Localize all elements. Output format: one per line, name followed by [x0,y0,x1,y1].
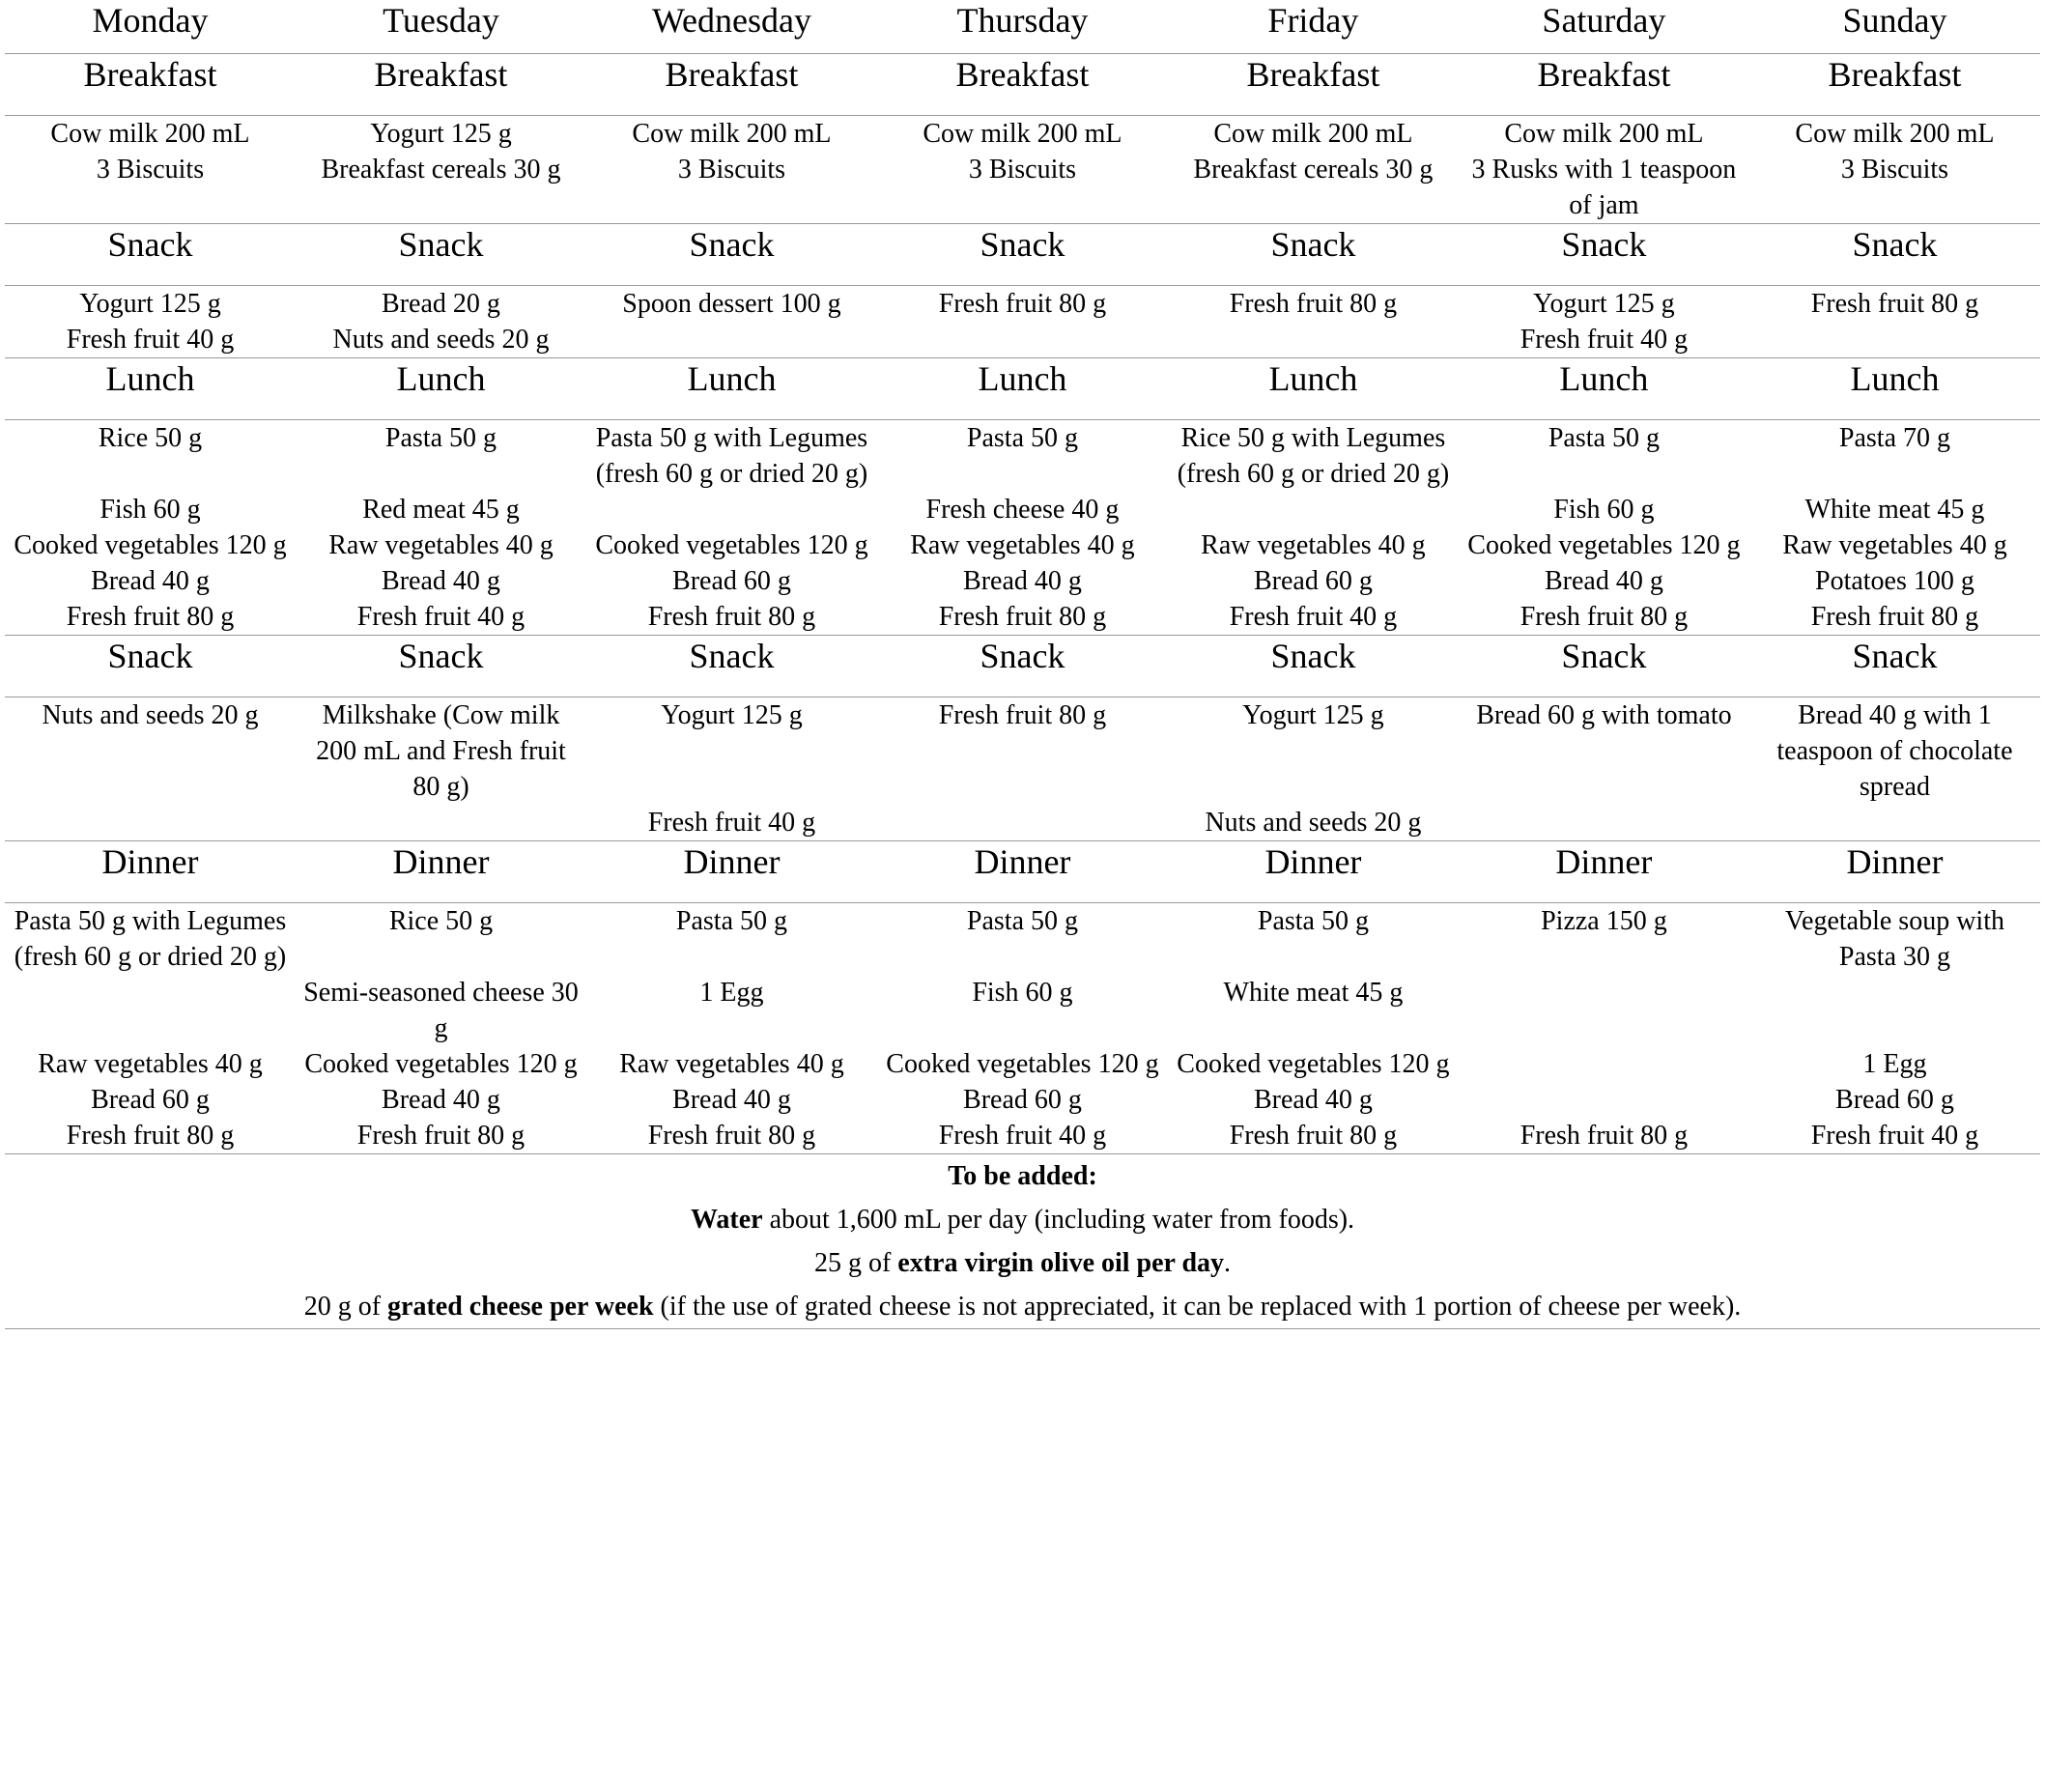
food-item [586,322,877,358]
food-item: Semi-seasoned cheese 30 g [303,978,579,1043]
meal-label: Snack [980,637,1065,675]
food-item: 3 Biscuits [1840,155,1949,185]
meal-label: Lunch [978,359,1067,398]
meal-header-row [5,636,2040,697]
food-item [1459,1046,1749,1082]
food-item [296,805,586,841]
food-row [5,116,2040,153]
meal-label: Breakfast [955,55,1090,94]
food-item: Pasta 50 g [966,423,1078,453]
food-item [877,322,1168,358]
food-item: Cooked vegetables 120 g [304,1049,578,1079]
food-item: Yogurt 125 g [79,289,221,319]
food-item: Bread 60 g [1835,1085,1954,1115]
food-item: Bread 60 g [672,566,791,596]
food-item: 3 Biscuits [677,155,786,185]
meal-label: Breakfast [665,55,799,94]
food-row [5,1118,2040,1154]
meal-label: Breakfast [1537,55,1671,94]
food-item: Fish 60 g [972,978,1073,1008]
food-item [1168,322,1459,358]
food-item [5,975,296,1046]
meal-label: Dinner [974,842,1071,881]
food-item: 1 Egg [699,978,764,1008]
food-item: Pasta 50 g [384,423,497,453]
food-item: Fresh fruit 40 g [356,602,525,632]
food-item: Fresh fruit 80 g [938,700,1107,730]
footnote-heading: To be added: [948,1161,1097,1191]
meal-label: Lunch [1268,359,1358,398]
food-item [1749,322,2040,358]
food-item [1749,805,2040,841]
food-item: Fresh fruit 80 g [1229,1121,1398,1151]
meal-label: Snack [1852,637,1938,675]
day-header-friday: Friday [1267,1,1359,40]
food-item: Fresh fruit 80 g [647,602,816,632]
meal-label: Breakfast [1246,55,1380,94]
meal-label: Breakfast [1828,55,1962,94]
food-item: Raw vegetables 40 g [619,1049,844,1079]
food-item: Bread 60 g [1254,566,1373,596]
food-item: Bread 20 g [382,289,500,319]
meal-label: Snack [689,637,775,675]
food-item: Bread 40 g [382,1085,500,1115]
food-item [1459,975,1749,1046]
food-item: 3 Rusks with 1 teaspoon of jam [1471,155,1737,220]
food-row [5,492,2040,527]
meal-header-row [5,358,2040,420]
meal-label: Breakfast [374,55,508,94]
food-item: Fresh fruit 80 g [66,1121,235,1151]
food-item: Red meat 45 g [362,495,520,525]
footnote [5,1154,2040,1329]
food-item: Pasta 50 g with Legumes (fresh 60 g or dried 20 g) [595,423,868,489]
food-row [5,322,2040,358]
food-item: Bread 40 g [382,566,500,596]
food-item: Vegetable soup with Pasta 30 g [1784,906,2004,972]
food-item: Bread 40 g [1254,1085,1373,1115]
meal-label: Lunch [1559,359,1649,398]
food-row [5,152,2040,224]
meal-label: Breakfast [83,55,217,94]
food-item: Rice 50 g with Legumes (fresh 60 g or dried 20 g) [1177,423,1450,489]
food-item: Pasta 50 g [1257,906,1369,936]
footnote-water: Water about 1,600 mL per day (including water from foods). [690,1205,1355,1235]
food-item: White meat 45 g [1804,495,1985,525]
meal-header-row [5,841,2040,903]
food-item: Yogurt 125 g [1533,289,1675,319]
food-item: Nuts and seeds 20 g [332,325,550,355]
meal-label: Snack [689,225,775,264]
meal-label: Dinner [1555,842,1653,881]
meal-label: Lunch [687,359,777,398]
footnote-oil: 25 g of extra virgin olive oil per day. [813,1248,1232,1278]
food-item: Pizza 150 g [1541,906,1667,936]
food-item: Fresh fruit 40 g [938,1121,1107,1151]
food-item: Fresh fruit 80 g [647,1121,816,1151]
food-item [1168,492,1459,527]
food-item: Fresh fruit 80 g [1810,289,1979,319]
meal-header-row [5,224,2040,286]
food-item: Fresh fruit 80 g [1520,602,1689,632]
food-item [586,492,877,527]
food-item [1459,805,1749,841]
food-item: Fresh fruit 40 g [66,325,235,355]
food-item: Bread 40 g [963,566,1082,596]
food-item: 3 Biscuits [96,155,205,185]
meal-label: Dinner [101,842,199,881]
food-item: Cooked vegetables 120 g [595,530,868,560]
food-row [5,805,2040,841]
food-item: Cooked vegetables 120 g [1467,530,1741,560]
food-item: Fish 60 g [99,495,201,525]
food-item: Bread 40 g with 1 teaspoon of chocolate spread [1776,700,2013,802]
food-item: Bread 60 g [963,1085,1082,1115]
food-item: Rice 50 g [388,906,494,936]
meal-label: Lunch [105,359,195,398]
meal-label: Dinner [1846,842,1944,881]
meal-label: Dinner [683,842,781,881]
meal-label: Snack [398,637,484,675]
food-item: Fish 60 g [1553,495,1655,525]
food-item: Spoon dessert 100 g [622,289,841,319]
footnote-row [5,1154,2040,1329]
meal-label: Lunch [1850,359,1940,398]
food-row [5,420,2040,493]
food-item: Bread 60 g with tomato [1476,700,1732,730]
food-item: 3 Biscuits [968,155,1077,185]
food-item: Cow milk 200 mL [923,119,1122,149]
food-item: Cow milk 200 mL [632,119,832,149]
meal-label: Snack [1852,225,1938,264]
meal-label: Snack [107,225,193,264]
meal-label: Lunch [396,359,486,398]
food-item: Raw vegetables 40 g [38,1049,263,1079]
meal-plan-body [5,54,2040,1154]
food-item: Fresh fruit 80 g [1810,602,1979,632]
food-item: Potatoes 100 g [1815,566,1974,596]
weekly-meal-plan-table [5,0,2040,1329]
food-item [877,805,1168,841]
food-item: White meat 45 g [1223,978,1404,1008]
food-item: Pasta 70 g [1838,423,1950,453]
meal-label: Dinner [1264,842,1362,881]
food-row [5,1082,2040,1118]
food-item: Bread 60 g [91,1085,210,1115]
food-item: Rice 50 g [98,423,203,453]
food-item: Breakfast cereals 30 g [1193,155,1434,185]
food-item: Cooked vegetables 120 g [14,530,287,560]
food-item: Pasta 50 g with Legumes (fresh 60 g or dried 20 g) [14,906,287,972]
food-item [1459,1082,1749,1118]
food-row [5,1046,2040,1082]
food-row [5,903,2040,976]
food-item [5,805,296,841]
food-item: Fresh fruit 40 g [647,808,816,838]
food-item: Bread 40 g [672,1085,791,1115]
food-item: Bread 40 g [1544,566,1663,596]
food-item: Bread 40 g [91,566,210,596]
food-item: Pasta 50 g [675,906,788,936]
meal-label: Snack [980,225,1065,264]
day-header-row [5,0,2040,54]
food-item: Fresh fruit 80 g [66,602,235,632]
food-item: Cow milk 200 mL [1213,119,1413,149]
food-item: Fresh fruit 40 g [1229,602,1398,632]
food-item: Nuts and seeds 20 g [1205,808,1422,838]
food-item: Pasta 50 g [966,906,1078,936]
meal-header-row [5,54,2040,116]
day-header-saturday: Saturday [1542,1,1666,40]
food-item: 1 Egg [1862,1049,1927,1079]
food-row [5,697,2040,806]
meal-label: Snack [1270,637,1356,675]
food-item: Fresh fruit 40 g [1810,1121,1979,1151]
food-item: Milkshake (Cow milk 200 mL and Fresh fruit 80 g) [316,700,566,802]
day-header-tuesday: Tuesday [383,1,499,40]
food-item: Yogurt 125 g [1242,700,1384,730]
food-row [5,527,2040,563]
day-header-monday: Monday [92,1,209,40]
food-item: Cooked vegetables 120 g [886,1049,1159,1079]
food-item: Cow milk 200 mL [1504,119,1704,149]
day-header-wednesday: Wednesday [651,1,811,40]
meal-label: Snack [1270,225,1356,264]
food-item: Cooked vegetables 120 g [1177,1049,1450,1079]
day-header-thursday: Thursday [956,1,1089,40]
meal-label: Snack [1561,225,1647,264]
food-item: Pasta 50 g [1548,423,1660,453]
food-item: Breakfast cereals 30 g [321,155,561,185]
footnote-cheese: 20 g of grated cheese per week (if the use of grated cheese is not appreciated, it can be replaced with 1 portion of cheese per week). [303,1292,1742,1322]
food-item: Raw vegetables 40 g [910,530,1135,560]
food-item: Nuts and seeds 20 g [42,700,259,730]
meal-label: Dinner [392,842,490,881]
food-item: Fresh fruit 80 g [1229,289,1398,319]
food-item: Fresh fruit 80 g [938,289,1107,319]
food-item: Cow milk 200 mL [50,119,250,149]
food-item [1749,975,2040,1046]
food-item: Raw vegetables 40 g [1201,530,1426,560]
food-item: Fresh fruit 80 g [938,602,1107,632]
food-item: Raw vegetables 40 g [1782,530,2007,560]
food-item: Yogurt 125 g [661,700,803,730]
food-item: Cow milk 200 mL [1795,119,1995,149]
food-row [5,599,2040,636]
food-row [5,975,2040,1046]
food-item: Yogurt 125 g [370,119,512,149]
food-item: Fresh cheese 40 g [925,495,1120,525]
food-item: Raw vegetables 40 g [328,530,554,560]
day-header-sunday: Sunday [1842,1,1947,40]
food-item: Fresh fruit 80 g [356,1121,525,1151]
meal-label: Snack [1561,637,1647,675]
meal-label: Snack [398,225,484,264]
food-item: Fresh fruit 40 g [1520,325,1689,355]
food-row [5,563,2040,599]
food-item: Fresh fruit 80 g [1520,1121,1689,1151]
meal-label: Snack [107,637,193,675]
food-row [5,286,2040,323]
